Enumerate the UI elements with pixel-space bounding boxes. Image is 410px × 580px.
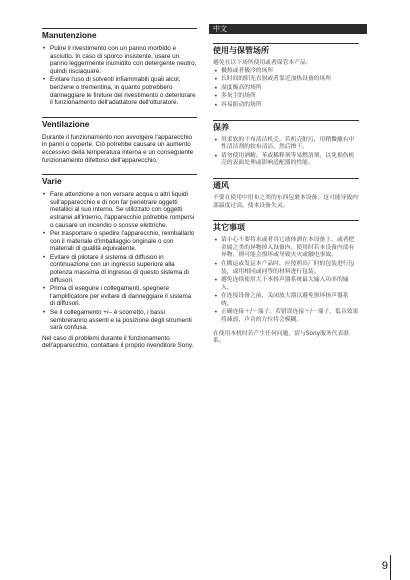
manutenzione-section bbox=[42, 28, 197, 107]
maintenance-list bbox=[213, 137, 359, 168]
list-item: • Se il collegamento +/– è scorretto, i bassi sembreranno assenti e la posizione degli strumenti sarà confusa. bbox=[42, 309, 197, 332]
manutenzione-heading: Manutenzione bbox=[42, 28, 197, 41]
ventilation-text: 不要在使用中用布之类的东西包裹本设备。这可能导致内部温度过高，使本设备失灵。 bbox=[213, 194, 358, 209]
usage-list bbox=[213, 68, 359, 110]
list-item: • 长时间的阳光直射或者靠近加热设备的场所 bbox=[213, 76, 359, 84]
maintenance-section bbox=[213, 120, 359, 168]
list-item: • 正确连接＋/－端子。若错误连接＋/－端子，低音效果将减弱，声音的方位将会模糊。 bbox=[213, 309, 359, 324]
manutenzione-list bbox=[42, 45, 197, 107]
page-number: 9 bbox=[381, 560, 388, 572]
page-number-rule bbox=[390, 555, 391, 580]
list-item: • 避免连续使用大于本扬声器系统最大输入功率的输入。 bbox=[213, 277, 359, 292]
list-item: • 在连接设备之前，关闭放大器以避免损坏扬声器系统。 bbox=[213, 293, 359, 308]
list-item: • 极热或者极冷的场所 bbox=[213, 68, 359, 76]
list-item: • Prima di eseguire i collegamenti, spegnere l'amplificatore per evitare di danneggiare il sistema di diffusori. bbox=[42, 285, 197, 308]
maintenance-heading: 保养 bbox=[213, 120, 359, 133]
varie-closing: Nel caso di problemi durante il funzionamento dell'apparecchio, contattare il proprio rivenditore Sony. bbox=[42, 334, 194, 350]
usage-intro: 避免在以下场所使用或者保管本产品： bbox=[213, 60, 312, 66]
list-item: • Evitare l'uso di solventi infiammabili quali alcol, benzene o trementina, in quanto potrebbero danneggiare le finiture del rivestimento o deteriorare il funzionamento dell'adattatore dell'otturatore. bbox=[42, 76, 197, 106]
list-item: • Fare attenzione a non versare acqua o altri liquidi sull'apparecchio e di non far penetrare oggetti metallici al suo interno. Se utilizzato con oggetti estranei all'interno, l'apparecchio potrebbe rompersi o causare un incendio o scosse elettriche. bbox=[42, 191, 197, 229]
list-item: • Per trasportare o spedire l'apparecchio, reimballarlo con il materiale d'imballaggio originale o con materiali di qualità equivalente. bbox=[42, 230, 197, 253]
list-item: • 用柔软的干布清洁机壳。若机壳脏污，用稍微蘸有中性清洁剂的软布清洁，然后擦干。 bbox=[213, 137, 359, 152]
ventilation-heading: 通风 bbox=[213, 178, 359, 191]
varie-list bbox=[42, 191, 197, 332]
list-item: • Evitare di pilotare il sistema di diffusori in continuazione con un ingresso superiore alla potenza massima di ingresso di questo sistema di diffusori. bbox=[42, 254, 197, 284]
varie-section bbox=[42, 174, 197, 350]
ventilazione-text: Durante il funzionamento non avvolgere l'apparecchio in panni o coperte. Ciò potrebbe causare un aumento eccessivo della temperatura interna e un conseguente funzionamento difettoso dell'apparecchio. bbox=[42, 133, 194, 164]
usage-section bbox=[213, 43, 359, 110]
misc-list bbox=[213, 237, 359, 325]
list-item: • 湿度极高的场所 bbox=[213, 85, 359, 93]
italian-column bbox=[42, 28, 197, 360]
misc-heading: 其它事项 bbox=[213, 220, 359, 233]
varie-heading: Varie bbox=[42, 174, 197, 187]
usage-heading: 使用与保管场所 bbox=[213, 43, 359, 56]
list-item: • Pulire il rivestimento con un panno morbido e asciutto. In caso di sporco insistente, usare un panno leggermente inumidito con detergente neutro, quindi risciaquare. bbox=[42, 45, 197, 75]
ventilation-section bbox=[213, 178, 359, 210]
ventilazione-section bbox=[42, 117, 197, 164]
misc-section bbox=[213, 220, 359, 346]
misc-closing: 在使用本机时若产生任何问题，请与Sony服务代表联系。 bbox=[213, 330, 350, 345]
ventilazione-heading: Ventilazione bbox=[42, 117, 197, 130]
chinese-column bbox=[213, 25, 359, 356]
list-item: • 多灰尘的场所 bbox=[213, 93, 359, 101]
list-item: • 容易振动的场所 bbox=[213, 102, 359, 110]
list-item: • 请勿使用酒精、苯或稀释剂等易燃溶剂，以免损伤机壳的表面处理或影响适配器的性能。 bbox=[213, 153, 359, 168]
language-tab: 中文 bbox=[209, 24, 367, 34]
list-item: • 在搬运或发运本产品时，应按照出厂时的包装进行包装，或用相同或同等的材料进行包装。 bbox=[213, 261, 359, 276]
list-item: • 请小心不要将水或者其它液体洒在本设备上，或者把金属之类的异物掉入设备内。使用时若本设备内部有异物，则可能会损坏或导致火灾或触电事故。 bbox=[213, 237, 359, 260]
